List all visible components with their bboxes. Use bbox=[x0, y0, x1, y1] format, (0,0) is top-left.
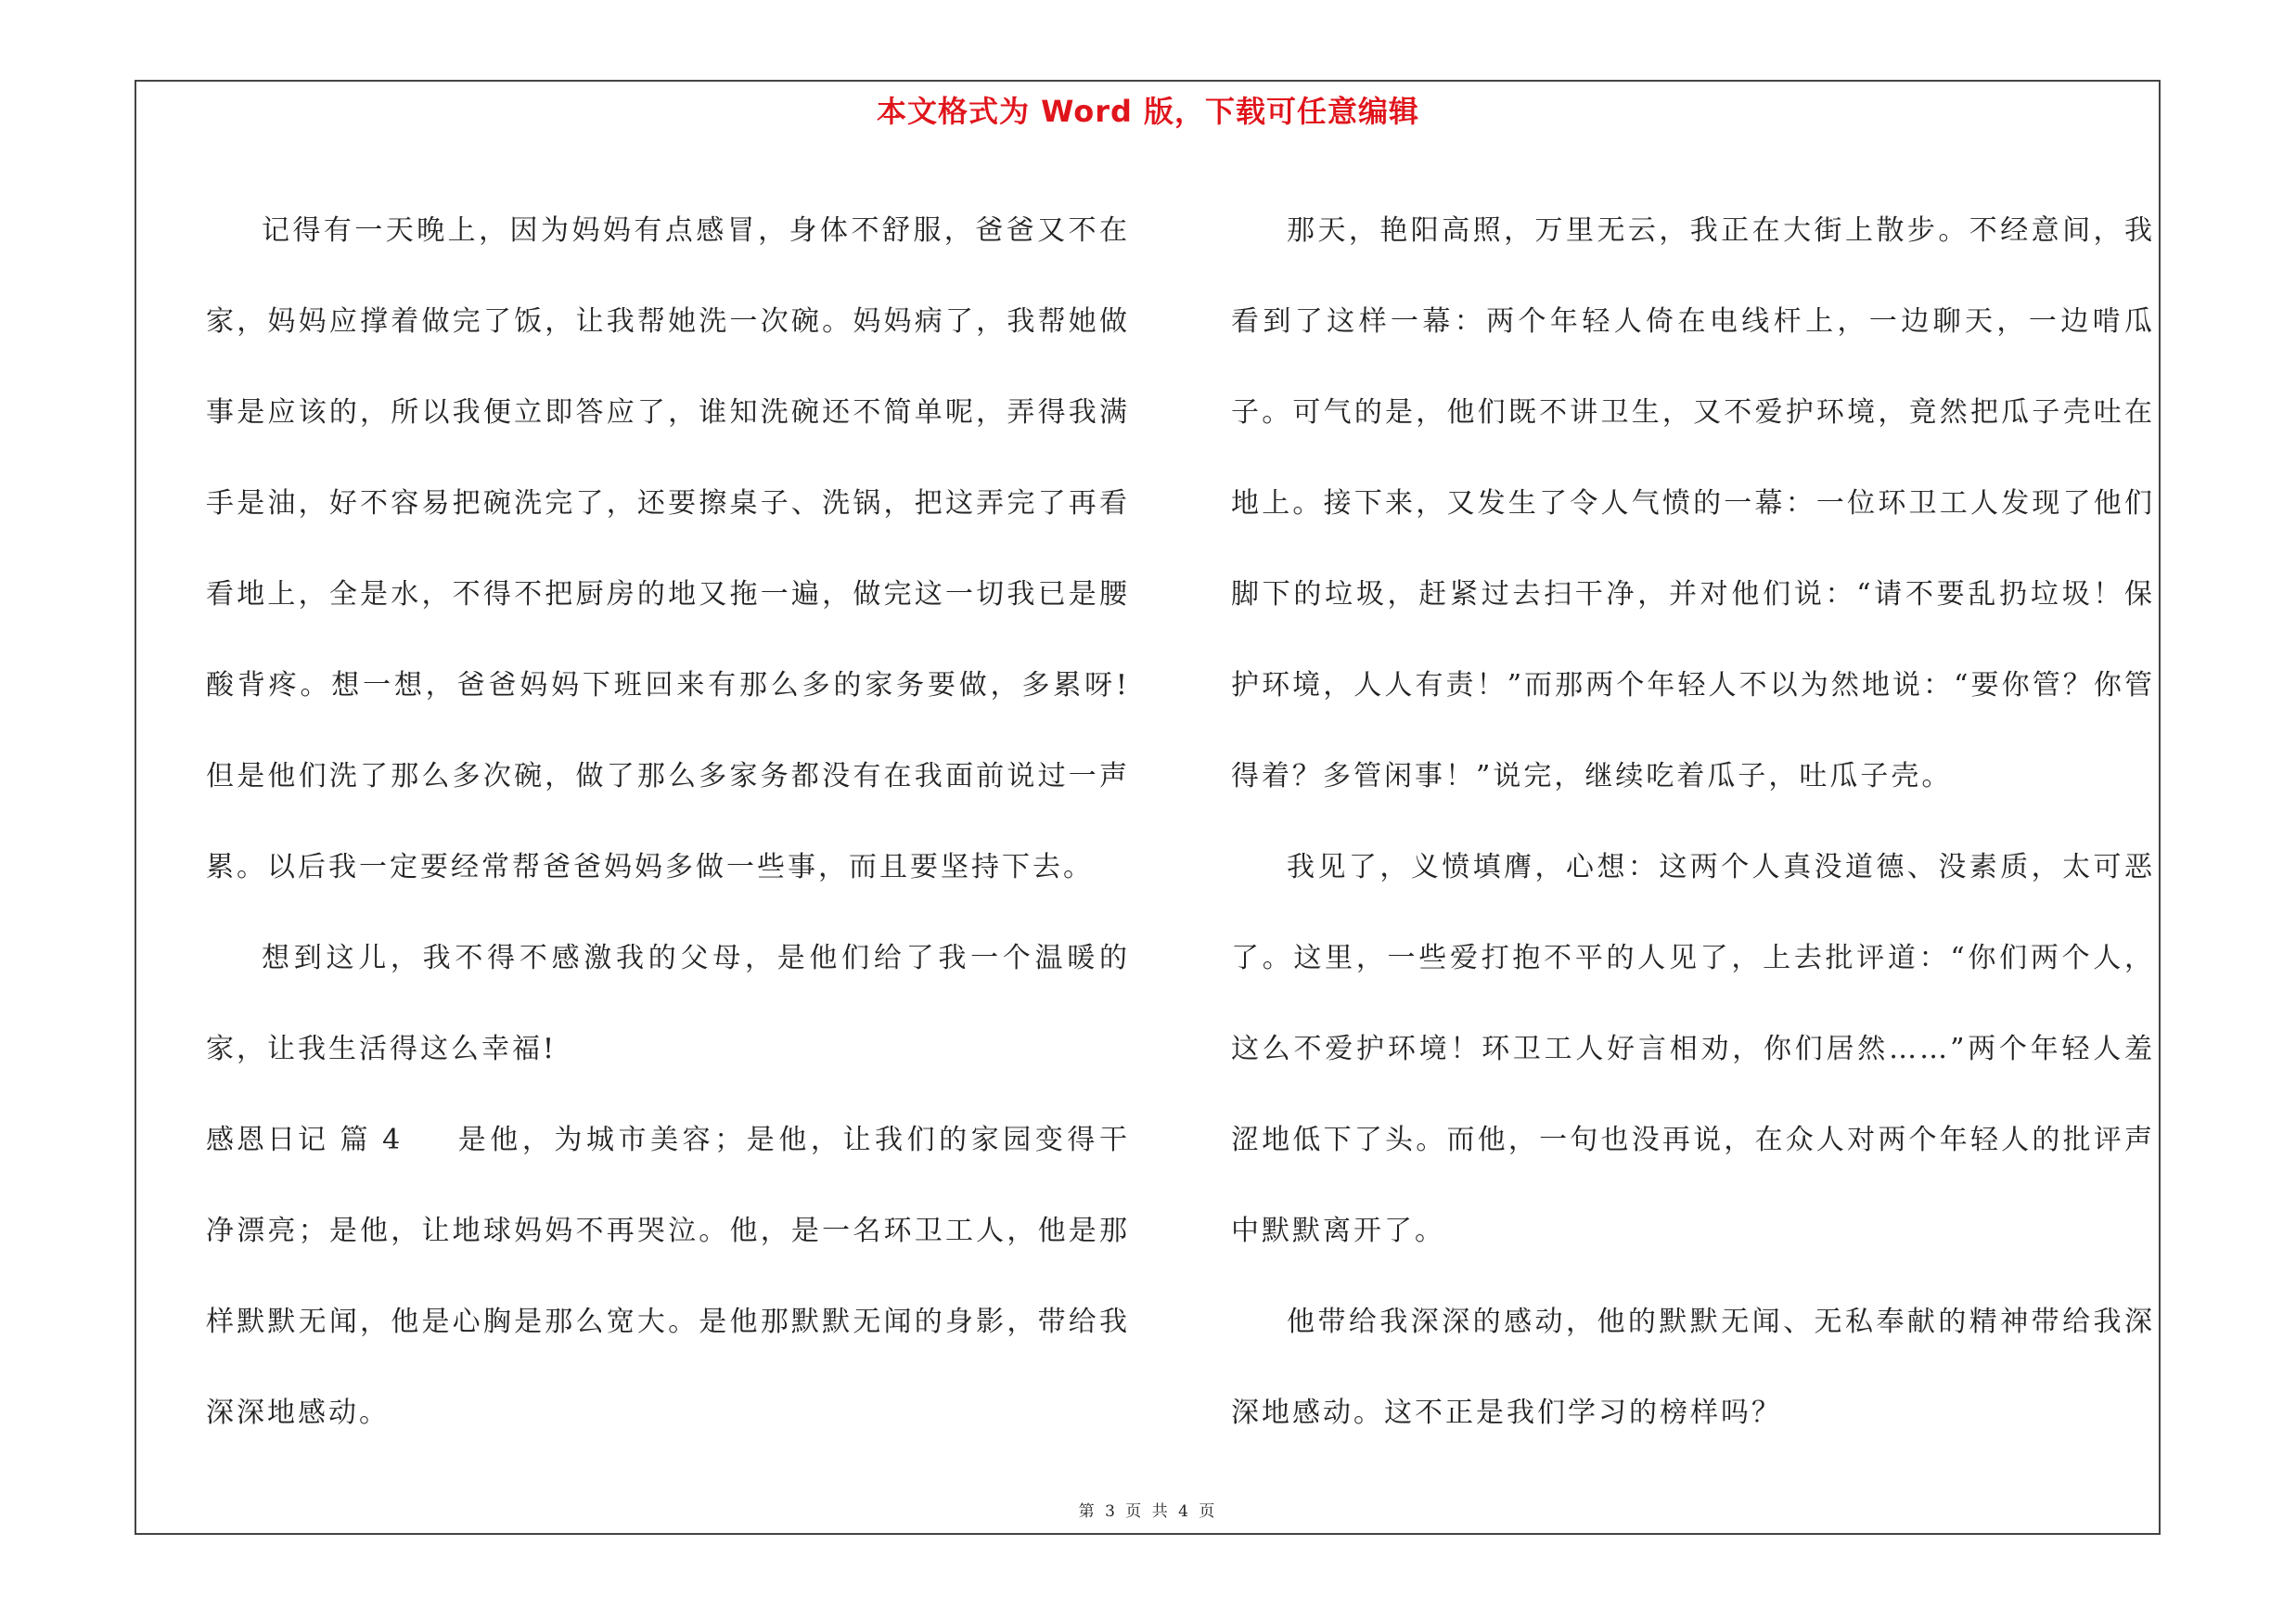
right-paragraph-2: 我见了，义愤填膺，心想：这两个人真没道德、没素质，太可恶了。这里，一些爱打抱不平的人见了，上去批评道：“你们两个人，这么不爱护环境！环卫工人好言相劝，你们居然……”两个年轻人羞涩地低下了头。而他，一句也没再说，在众人对两个年轻人的批评声中默默离开了。 bbox=[1231, 851, 2155, 1247]
right-paragraph-3: 他带给我深深的感动，他的默默无闻、无私奉献的精神带给我深深地感动。这不正是我们学习的榜样吗？ bbox=[1231, 1306, 2155, 1429]
header-banner: 本文格式为 Word 版，下载可任意编辑 bbox=[876, 94, 1420, 129]
left-column bbox=[206, 186, 1130, 1459]
left-paragraph-1: 记得有一天晚上，因为妈妈有点感冒，身体不舒服，爸爸又不在家，妈妈应撑着做完了饭，让我帮她洗一次碗。妈妈病了，我帮她做事是应该的，所以我便立即答应了，谁知洗碗还不简单呢，弄得我满手是油，好不容易把碗洗完了，还要擦桌子、洗锅，把这弄完了再看看地上，全是水，不得不把厨房的地又拖一遍，做完这一切我已是腰酸背疼。想一想，爸爸妈妈下班回来有那么多的家务要做，多累呀!但是他们洗了那么多次碗，做了那么多家务都没有在我面前说过一声累。以后我一定要经常帮爸爸妈妈多做一些事，而且要坚持下去。 bbox=[206, 214, 1130, 883]
page-number-footer: 第 3 页 共 4 页 bbox=[1078, 1502, 1218, 1521]
section-heading: 感恩日记 篇 4 bbox=[206, 1124, 404, 1156]
left-paragraph-3-text: 是他，为城市美容；是他，让我们的家园变得干净漂亮；是他，让地球妈妈不再哭泣。他，是一名环卫工人，他是那样默默无闻，他是心胸是那么宽大。是他那默默无闻的身影，带给我深深地感动。 bbox=[206, 1124, 1130, 1429]
left-paragraph-3 bbox=[206, 1095, 1130, 1459]
left-paragraph-2: 想到这儿，我不得不感激我的父母，是他们给了我一个温暖的家，让我生活得这么幸福! bbox=[206, 942, 1130, 1065]
right-column bbox=[1231, 186, 2155, 1459]
right-paragraph-1: 那天，艳阳高照，万里无云，我正在大街上散步。不经意间，我看到了这样一幕：两个年轻人倚在电线杆上，一边聊天，一边啃瓜子。可气的是，他们既不讲卫生，又不爱护环境，竟然把瓜子壳吐在地上。接下来，又发生了令人气愤的一幕：一位环卫工人发现了他们脚下的垃圾，赶紧过去扫干净，并对他们说：“请不要乱扔垃圾！保护环境，人人有责！”而那两个年轻人不以为然地说：“要你管？你管得着？多管闲事！”说完，继续吃着瓜子，吐瓜子壳。 bbox=[1231, 214, 2155, 792]
